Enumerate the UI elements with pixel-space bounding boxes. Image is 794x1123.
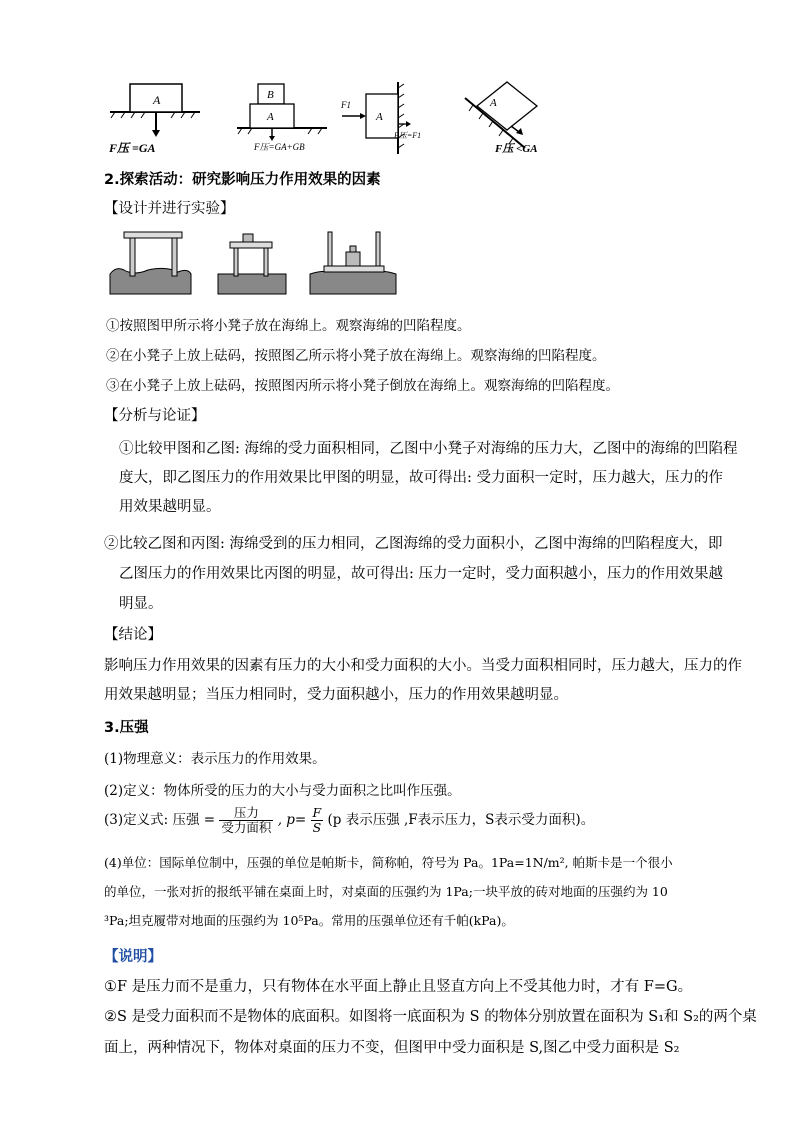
formula-word-numerator: 压力 — [219, 806, 273, 821]
formula-suffix: ,F表示压力，S表示受力面积)。 — [404, 812, 595, 828]
note-heading: 【说明】 — [104, 949, 162, 965]
force-diagram-1 — [105, 80, 205, 160]
design-step-3: ③在小凳子上放上砝码，按照图丙所示将小凳子倒放在海绵上。观察海绵的凹陷程度。 — [106, 378, 619, 394]
formula-prefix: (3)定义式: — [104, 812, 173, 828]
unit-line2: 的单位，一张对折的报纸平铺在桌面上时，对桌面的压强约为 1Pa;一块平放的砖对地面的压强约为 10 — [104, 884, 668, 899]
force-diagram-3 — [338, 78, 428, 160]
force-label: F1 — [341, 100, 351, 110]
experiment-figure-3 — [308, 226, 398, 298]
analysis-p2-line2: 乙图压力的作用效果比丙图的明显，故可得出: 压力一定时，受力面积越小，压力的作用效果越 — [119, 566, 723, 582]
formula-word-denominator: 受力面积 — [221, 820, 272, 835]
note-1: ①F 是压力而不是重力，只有物体在水平面上静止且竖直方向上不受其他力时，才有 F=G。 — [104, 979, 693, 995]
formula-word-fraction — [219, 806, 273, 835]
analysis-p1-line1: ①比较甲图和乙图: 海绵的受力面积相同，乙图中小凳子对海绵的压力大，乙图中的海绵的凹陷程 — [119, 441, 738, 457]
block-label: A — [490, 97, 497, 109]
conclusion-line2: 用效果越明显；当压力相同时，受力面积越小，压力的作用效果越明显。 — [104, 687, 568, 703]
analysis-heading: 【分析与论证】 — [104, 408, 206, 424]
block-b-label: B — [267, 89, 274, 101]
analysis-p1-line3: 用效果越明显。 — [119, 499, 221, 515]
block-label: A — [153, 93, 161, 107]
pressure-formula — [104, 806, 594, 835]
analysis-p1-line2: 度大，即乙图压力的作用效果比甲图的明显，故可得出: 受力面积一定时，压力越大，压力的作 — [119, 470, 723, 486]
conclusion-line1: 影响压力作用效果的因素有压力的大小和受力面积的大小。当受力面积相同时，压力越大，压力的作 — [104, 658, 742, 674]
conclusion-heading: 【结论】 — [104, 627, 162, 643]
section-3-title: 3.压强 — [104, 720, 149, 736]
force-diagram-2 — [232, 78, 332, 160]
formula-symbol-denominator: S — [312, 820, 322, 835]
formula-separator: , p= — [277, 812, 307, 828]
design-step-2: ②在小凳子上放上砝码，按照图乙所示将小凳子放在海绵上。观察海绵的凹陷程度。 — [106, 348, 606, 364]
experiment-figure-2 — [216, 226, 288, 298]
experiment-figure-1 — [108, 226, 193, 298]
diagram-caption: F压 =GA — [109, 141, 156, 155]
diagram-caption: F压 <GA — [495, 143, 538, 155]
unit-line1: (4)单位：国际单位制中，压强的单位是帕斯卡，简称帕，符号为 Pa。1Pa=1N/m², 帕斯卡是一个很小 — [104, 855, 673, 870]
pressure-meaning: (1)物理意义：表示压力的作用效果。 — [104, 751, 326, 767]
section-2-title: 2.探索活动：研究影响压力作用效果的因素 — [104, 172, 381, 188]
analysis-p2-line1: ②比较乙图和丙图: 海绵受到的压力相同，乙图海绵的受力面积小，乙图中海绵的凹陷程度大，即 — [104, 536, 723, 552]
formula-paren: (p 表示压强 — [327, 812, 400, 828]
block-a-label: A — [267, 111, 274, 123]
diagram-caption: F压=GA+GB — [254, 142, 305, 152]
design-heading: 【设计并进行实验】 — [104, 201, 235, 217]
block-label: A — [376, 111, 383, 123]
unit-line3: ³Pa;坦克履带对地面的压强约为 10⁵Pa。常用的压强单位还有千帕(kPa)。 — [104, 913, 514, 928]
note-2-line2: 面上，两种情况下，物体对桌面的压力不变，但图甲中受力面积是 S,图乙中受力面积是 S₂ — [104, 1040, 680, 1056]
formula-symbol-fraction — [311, 806, 324, 835]
design-step-1: ①按照图甲所示将小凳子放在海绵上。观察海绵的凹陷程度。 — [106, 318, 471, 334]
note-2-line1: ②S 是受力面积而不是物体的底面积。如图将一底面积为 S 的物体分别放置在面积为 S₁和 S₂的两个桌 — [104, 1009, 757, 1025]
diagram-caption: F压=F1 — [394, 131, 422, 140]
analysis-p2-line3: 明显。 — [119, 596, 163, 612]
formula-word-lhs: 压强 = — [172, 812, 216, 828]
pressure-definition: (2)定义：物体所受的压力的大小与受力面积之比叫作压强。 — [104, 783, 461, 799]
force-diagram-4 — [455, 78, 555, 160]
formula-symbol-numerator: F — [312, 805, 322, 820]
